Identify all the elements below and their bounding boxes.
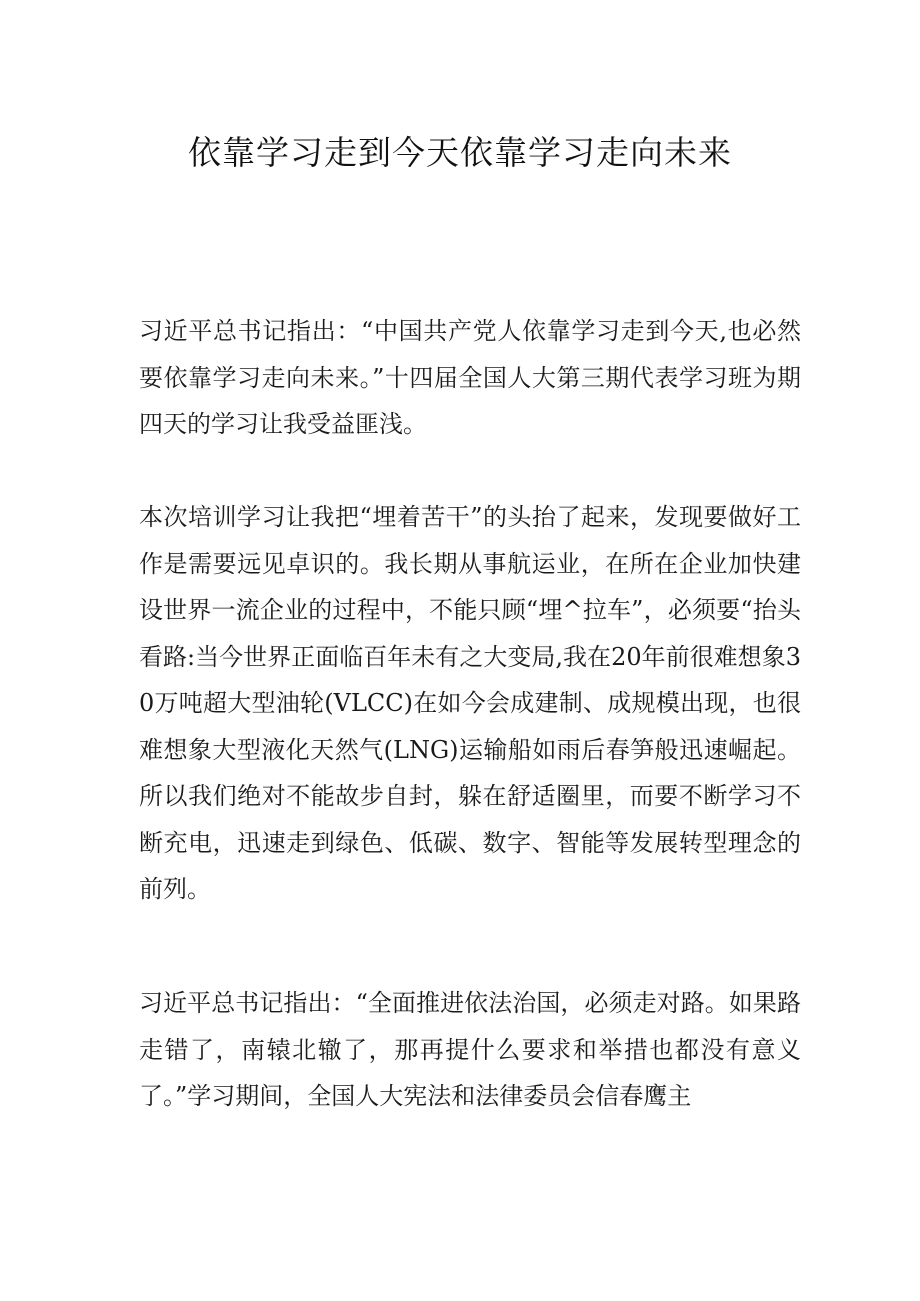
paragraph-text: 习近平总书记指出：“全面推进依法治国，必须走对路。如果路走错了，南辕北辙了，那再提什么要求和举措也都没有意义了。”学习期间，全国人大宪法和法律委员会信春鹰主 bbox=[139, 989, 801, 1110]
paragraph-1 bbox=[139, 308, 801, 448]
paragraph-text: 本次培训学习让我把“埋着苦干”的头抬了起来，发现要做好工作是需要远见卓识的。我长期从事航运业，在所在企业加快建设世界一流企业的过程中，不能只顾“埋^拉车”，必须要“抬头看路:当今世界正面临百年未有之大变局,我在20年前很难想象30万吨超大型油轮(VLCC)在如今会成建制、成规模出现，也很难想象大型液化天然气(LNG)运输船如雨后春笋般迅速崛起。所以我们绝对不能故步自封，躲在舒适圈里，而要不断学习不断充电，迅速走到绿色、低碳、数字、智能等发展转型理念的前列。 bbox=[139, 503, 801, 903]
paragraph-text: 习近平总书记指出：“中国共产党人依靠学习走到今天,也必然要依靠学习走向未来。”十四届全国人大第三期代表学习班为期四天的学习让我受益匪浅。 bbox=[139, 317, 801, 438]
paragraph-2 bbox=[139, 494, 801, 913]
document-title: 依靠学习走到今天依靠学习走向未来 bbox=[188, 133, 732, 172]
paragraph-3 bbox=[139, 980, 801, 1120]
